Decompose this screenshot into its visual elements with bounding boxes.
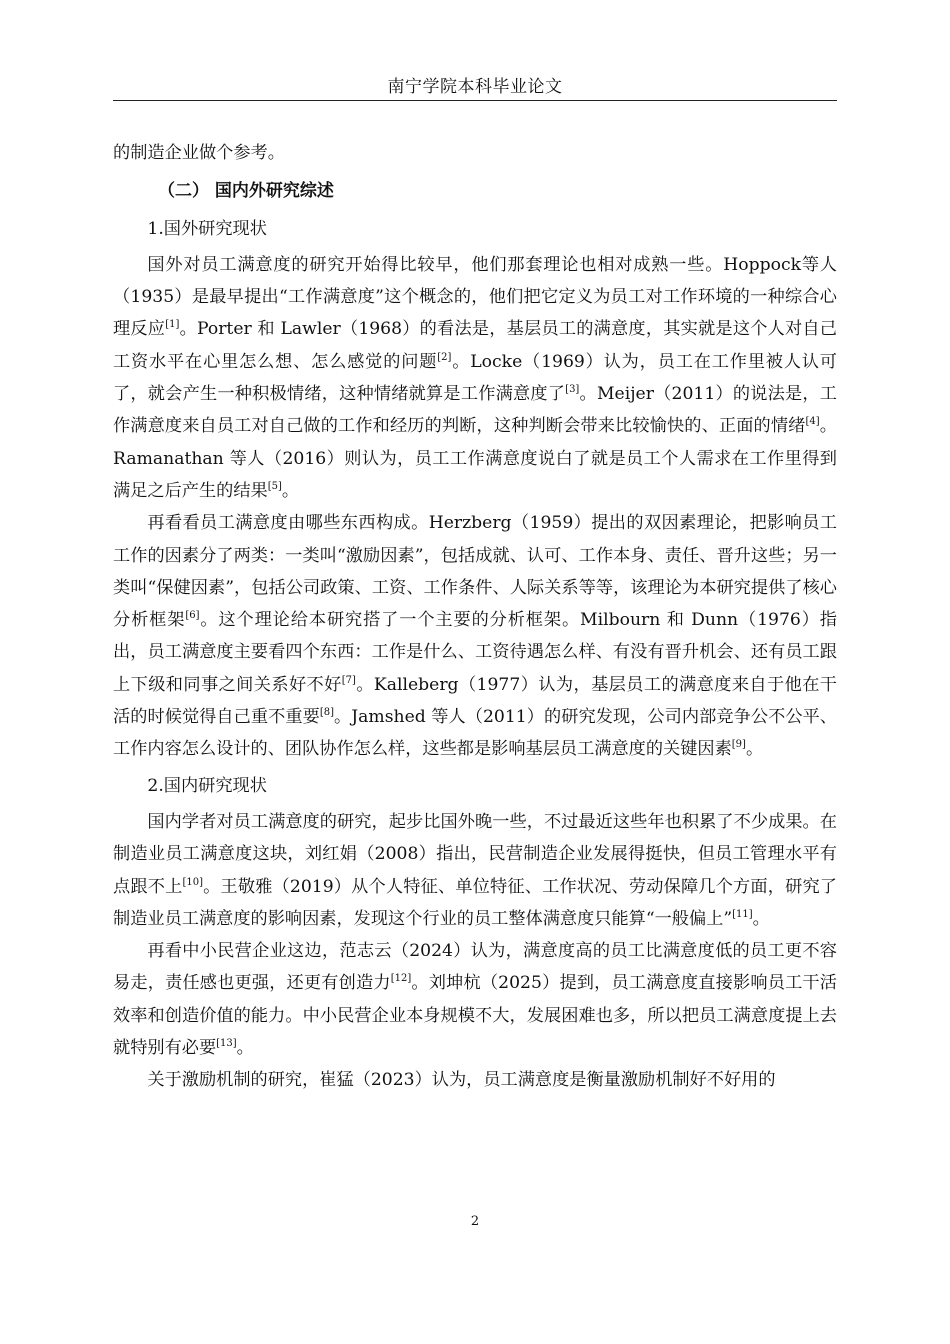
paragraph: 国内学者对员工满意度的研究，起步比国外晚一些，不过最近这些年也积累了不少成果。在制造业员工满意度这块，刘红娟（2008）指出，民营制造企业发展得挺快，但员工管理水平有点跟不上[10]。王敬雅（2019）从个人特征、单位特征、工作状况、劳动保障几个方面，研究了制造业员工满意度的影响因素，发现这个行业的员工整体满意度只能算“一般偏上”[11]。 [113,811,837,929]
citation-marker: [5] [267,480,282,492]
citation-marker: [10] [182,876,203,888]
subsection-heading-domestic: 2.国内研究现状 [147,775,267,796]
citation-marker: [8] [319,707,334,719]
citation-marker: [1] [165,319,180,331]
citation-marker: [7] [341,674,356,686]
citation-marker: [12] [390,973,412,985]
subsection-heading-foreign: 1.国外研究现状 [147,218,267,239]
citation-marker: [4] [805,416,820,428]
citation-marker: [3] [565,384,580,396]
section-heading: （二） 国内外研究综述 [158,181,334,202]
citation-marker: [11] [732,908,753,920]
paragraph: 国外对员工满意度的研究开始得比较早，他们那套理论也相对成熟一些。Hoppock等人（1935）是最早提出“工作满意度”这个概念的，他们把它定义为员工对工作环境的一种综合心理反应[1]。Porter 和 Lawler（1968）的看法是，基层员工的满意度，其实就是这个人对自己工资水平在心里怎么想、怎么感觉的问题[2]。Locke（1969）认为，员工在工作里被人认可了，就会产生一种积极情绪，这种情绪就算是工作满意度了[3]。Meijer（2011）的说法是，工作满意度来自员工对自己做的工作和经历的判断，这种判断会带来比较愉快的、正面的情绪[4]。Ramanathan 等人（2016）则认为，员工工作满意度说白了就是员工个人需求在工作里得到满足之后产生的结果[5]。 [113,254,837,501]
header-rule [113,100,837,101]
paragraph: 再看中小民营企业这边，范志云（2024）认为，满意度高的员工比满意度低的员工更不容易走，责任感也更强，还更有创造力[12]。刘坤杭（2025）提到，员工满意度直接影响员工干活效率和创造价值的能力。中小民营企业本身规模不大，发展困难也多，所以把员工满意度提上去就特别有必要[13]。 [113,941,837,1059]
paragraph: 再看看员工满意度由哪些东西构成。Herzberg（1959）提出的双因素理论，把影响员工工作的因素分了两类：一类叫“激励因素”，包括成就、认可、工作本身、责任、晋升这些；另一类叫“保健因素”，包括公司政策、工资、工作条件、人际关系等等，该理论为本研究提供了核心分析框架[6]。这个理论给本研究搭了一个主要的分析框架。Milbourn 和 Dunn（1976）指出，员工满意度主要看四个东西：工作是什么、工资待遇怎么样、有没有晋升机会、还有员工跟上下级和同事之间关系好不好[7]。Kalleberg（1977）认为，基层员工的满意度来自于他在干活的时候觉得自己重不重要[8]。Jamshed 等人（2011）的研究发现，公司内部竞争公不公平、工作内容怎么设计的、团队协作怎么样，这些都是影响基层员工满意度的关键因素[9]。 [113,513,837,760]
intro-tail-paragraph: 的制造企业做个参考。 [113,143,285,163]
citation-marker: [6] [185,610,200,622]
body-text [113,137,837,1097]
citation-marker: [9] [731,739,746,751]
citation-marker: [13] [216,1038,237,1050]
page-number: 2 [470,1214,480,1229]
citation-marker: [2] [437,351,452,363]
running-header: 南宁学院本科毕业论文 [387,77,563,97]
paragraph: 关于激励机制的研究，崔猛（2023）认为，员工满意度是衡量激励机制好不好用的 [147,1070,776,1091]
